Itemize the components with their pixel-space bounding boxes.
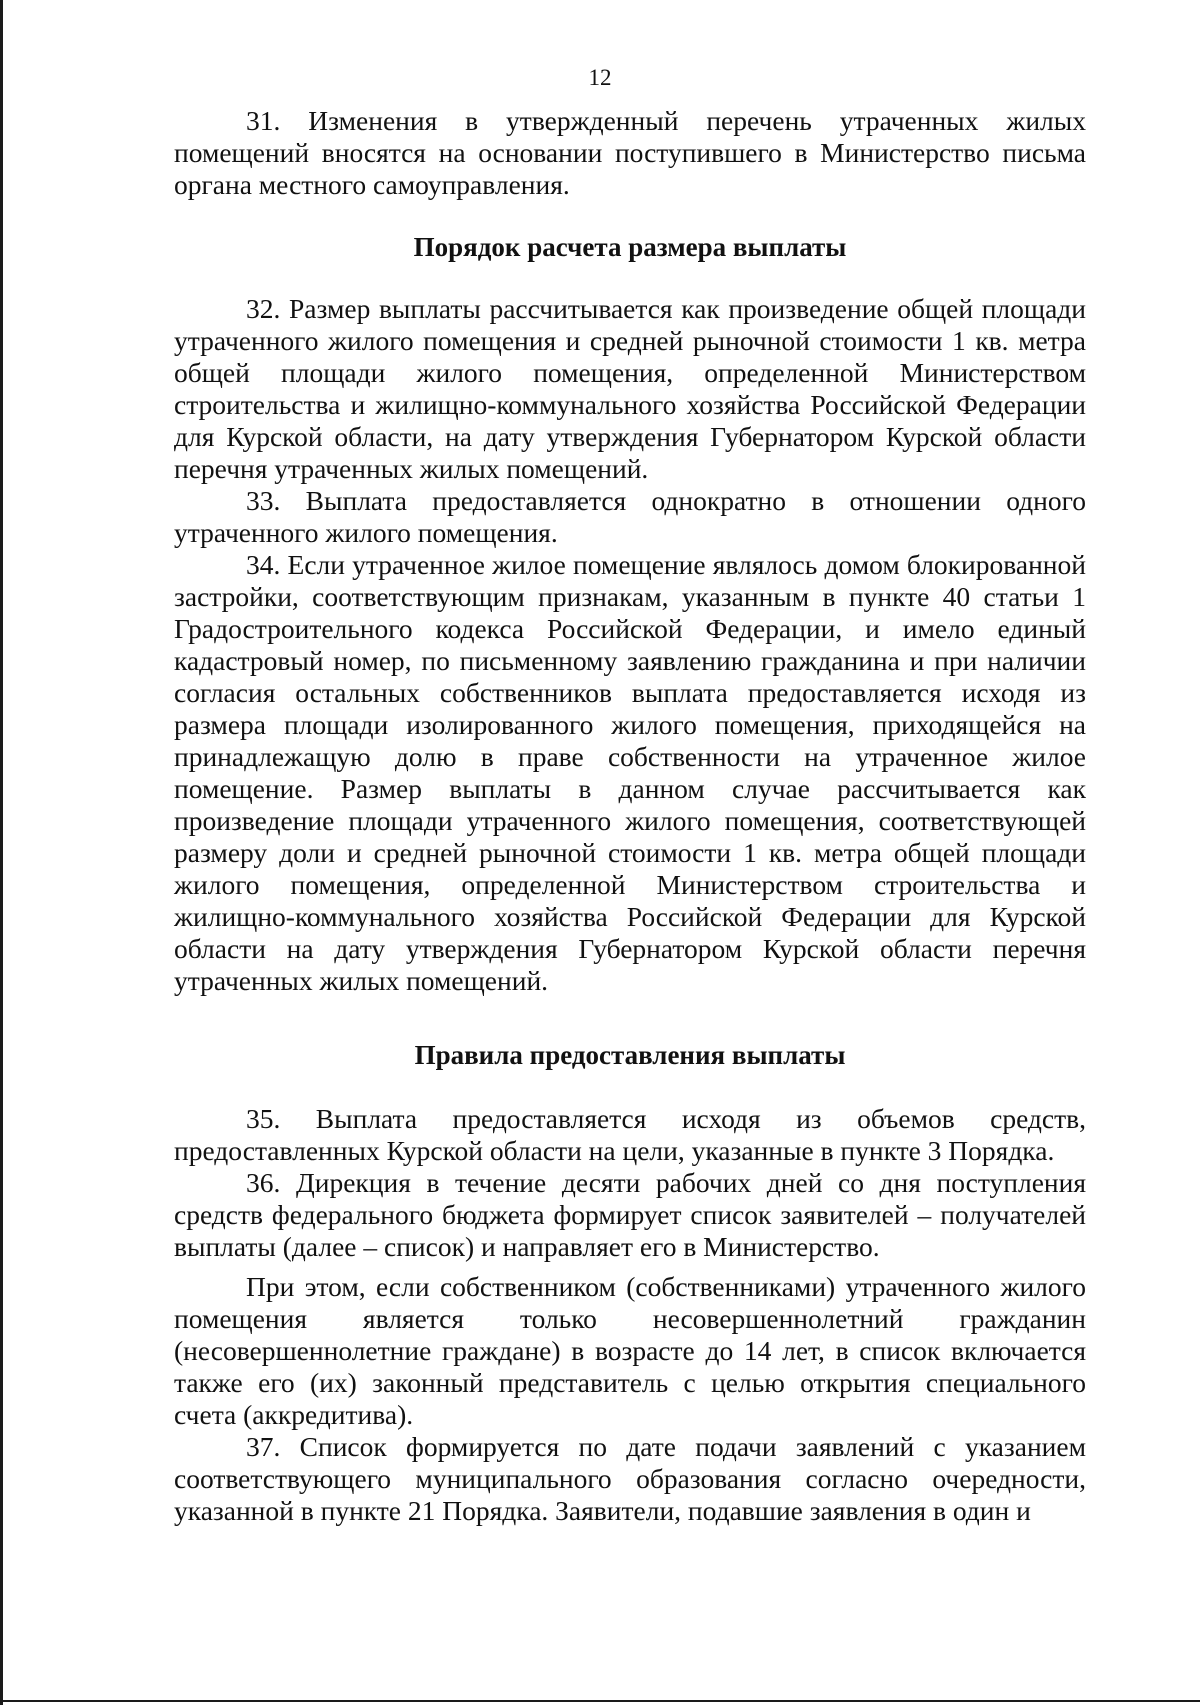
paragraph-37: 37. Список формируется по дате подачи заявлений с указанием соответствующего муниципального образования согласно очередности, указанной в пункте 21 Порядка. Заявители, подавшие заявления в один и bbox=[174, 1431, 1086, 1526]
paragraph-31: 31. Изменения в утвержденный перечень утраченных жилых помещений вносятся на основании поступившего в Министерство письма органа местного самоуправления. bbox=[174, 105, 1086, 200]
section-heading-rules: Правила предоставления выплаты bbox=[414, 1040, 846, 1070]
document-body bbox=[174, 105, 1086, 1527]
paragraph-36: 36. Дирекция в течение десяти рабочих дней со дня поступления средств федерального бюджета формирует список заявителей – получателей выплаты (далее – список) и направляет его в Министерство. bbox=[174, 1167, 1086, 1262]
scan-bottom-edge bbox=[0, 1700, 1200, 1702]
paragraph-35: 35. Выплата предоставляется исходя из объемов средств, предоставленных Курской области на цели, указанные в пункте 3 Порядка. bbox=[174, 1103, 1086, 1166]
paragraph-32: 32. Размер выплаты рассчитывается как произведение общей площади утраченного жилого помещения и средней рыночной стоимости 1 кв. метра общей площади жилого помещения, определенной Министерством строительства и жилищно-коммунального хозяйства Российской Федерации для Курской области, на дату утверждения Губернатором Курской области перечня утраченных жилых помещений. bbox=[174, 293, 1086, 484]
page-number: 12 bbox=[588, 65, 612, 90]
paragraph-33: 33. Выплата предоставляется однократно в отношении одного утраченного жилого помещения. bbox=[174, 485, 1086, 548]
scan-left-edge bbox=[0, 0, 3, 1705]
paragraph-36-continued: При этом, если собственником (собственниками) утраченного жилого помещения является только несовершеннолетний гражданин (несовершеннолетние граждане) в возрасте до 14 лет, в список включается также его (их) законный представитель с целью открытия специального счета (аккредитива). bbox=[174, 1271, 1086, 1430]
paragraph-34: 34. Если утраченное жилое помещение являлось домом блокированной застройки, соответствующим признакам, указанным в пункте 40 статьи 1 Градостроительного кодекса Российской Федерации, и имело единый кадастровый номер, по письменному заявлению гражданина и при наличии согласия остальных собственников выплата предоставляется исходя из размера площади изолированного жилого помещения, приходящейся на принадлежащую долю в праве собственности на утраченное жилое помещение. Размер выплаты в данном случае рассчитывается как произведение площади утраченного жилого помещения, соответствующей размеру доли и средней рыночной стоимости 1 кв. метра общей площади жилого помещения, определенной Министерством строительства и жилищно-коммунального хозяйства Российской Федерации для Курской области на дату утверждения Губернатором Курской области перечня утраченных жилых помещений. bbox=[174, 549, 1086, 996]
section-heading-calculation: Порядок расчета размера выплаты bbox=[413, 232, 847, 262]
